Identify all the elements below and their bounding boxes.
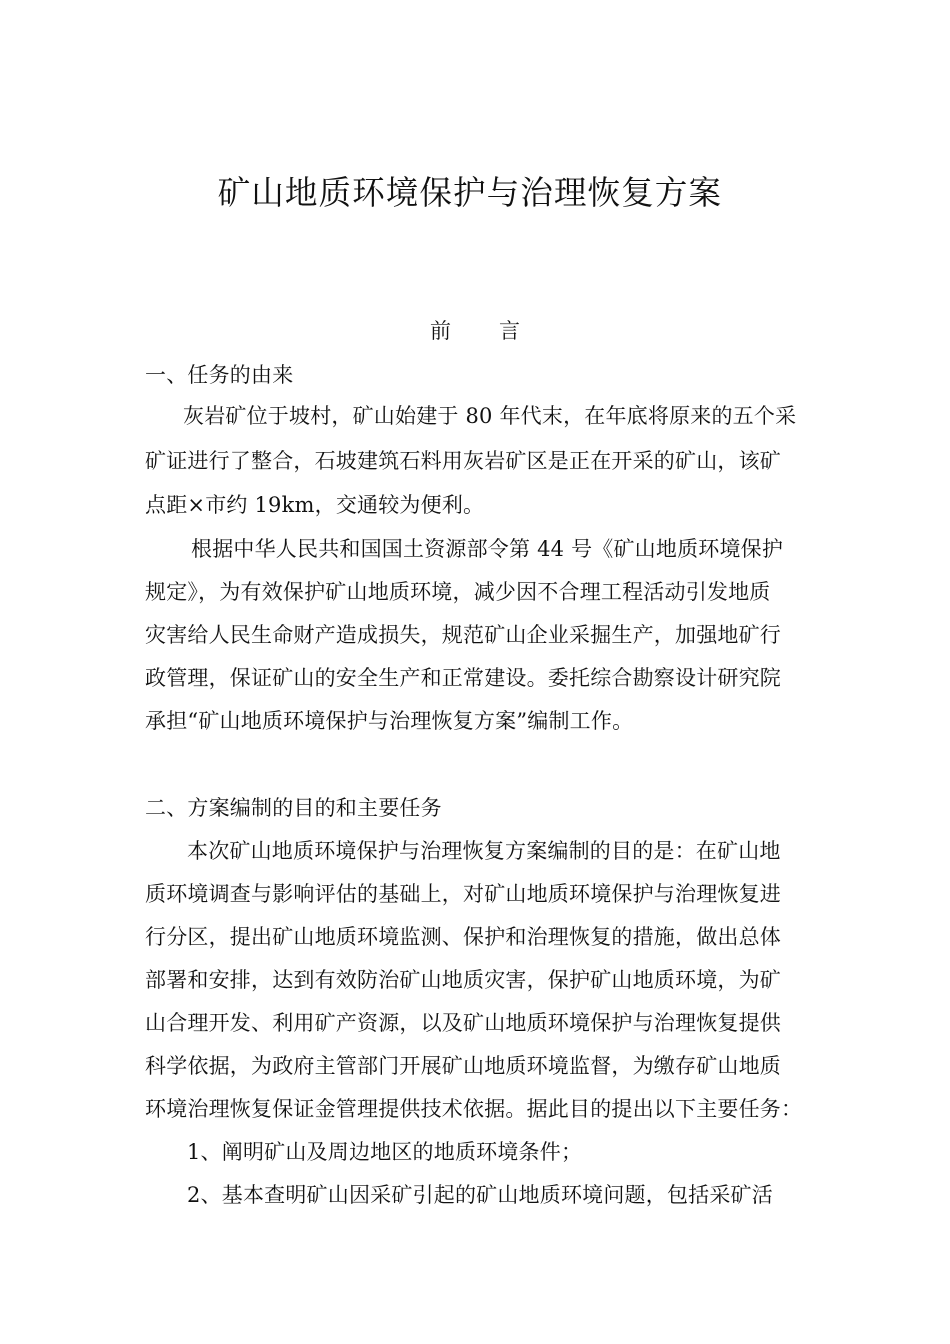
paragraph-line: 行分区，提出矿山地质环境监测、保护和治理恢复的措施，做出总体 — [145, 925, 781, 949]
section-heading-purpose: 二、方案编制的目的和主要任务 — [145, 796, 442, 820]
paragraph-line: 政管理，保证矿山的安全生产和正常建设。委托综合勘察设计研究院 — [145, 666, 781, 690]
document-title: 矿山地质环境保护与治理恢复方案 — [217, 173, 722, 212]
paragraph-line: 规定》，为有效保护矿山地质环境，减少因不合理工程活动引发地质 — [145, 580, 771, 604]
task-item-1: 1、阐明矿山及周边地区的地质环境条件； — [187, 1140, 583, 1164]
paragraph-line: 科学依据，为政府主管部门开展矿山地质环境监督，为缴存矿山地质 — [145, 1054, 781, 1078]
section-heading-origin: 一、任务的由来 — [145, 363, 294, 387]
preface-heading-char-2: 言 — [499, 319, 520, 343]
paragraph-line: 点距×市约 19km，交通较为便利。 — [145, 493, 485, 517]
paragraph-line: 本次矿山地质环境保护与治理恢复方案编制的目的是：在矿山地 — [187, 839, 781, 863]
paragraph-line: 山合理开发、利用矿产资源，以及矿山地质环境保护与治理恢复提供 — [145, 1011, 781, 1035]
paragraph-line: 质环境调查与影响评估的基础上，对矿山地质环境保护与治理恢复进 — [145, 882, 781, 906]
paragraph-line: 部署和安排，达到有效防治矿山地质灾害，保护矿山地质环境，为矿 — [145, 968, 781, 992]
paragraph-line: 灰岩矿位于坡村，矿山始建于 80 年代末，在年底将原来的五个采 — [183, 404, 797, 428]
preface-heading-char-1: 前 — [430, 319, 451, 343]
paragraph-line: 矿证进行了整合，石坡建筑石料用灰岩矿区是正在开采的矿山，该矿 — [145, 449, 781, 473]
preface-heading — [0, 316, 950, 346]
paragraph-line: 灾害给人民生命财产造成损失，规范矿山企业采掘生产，加强地矿行 — [145, 623, 781, 647]
task-item-2: 2、基本查明矿山因采矿引起的矿山地质环境问题，包括采矿活 — [187, 1183, 773, 1207]
paragraph-line: 根据中华人民共和国国土资源部令第 44 号《矿山地质环境保护 — [191, 537, 784, 561]
paragraph-line: 环境治理恢复保证金管理提供技术依据。据此目的提出以下主要任务： — [145, 1097, 803, 1121]
paragraph-line: 承担“矿山地质环境保护与治理恢复方案”编制工作。 — [145, 709, 634, 733]
